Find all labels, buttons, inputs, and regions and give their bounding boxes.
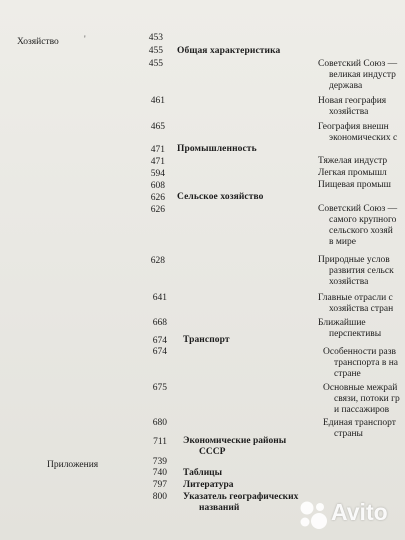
subsection-title: Советский Союз — <box>318 204 398 214</box>
heading-general: Общая характеристика <box>177 46 281 56</box>
subsection-title: Пищевая промыш <box>318 180 391 190</box>
heading-literature: Литература <box>183 480 234 490</box>
subsection-title: хозяйства стран <box>329 304 394 314</box>
page-number: 465 <box>150 122 165 132</box>
subsection-title: развития сельск <box>329 266 394 276</box>
page-number: 453 <box>148 33 163 43</box>
section-economy: Хозяйство <box>17 37 59 47</box>
subsection-title: экономических с <box>329 133 398 143</box>
subsection-title: страны <box>334 429 363 439</box>
page-number: 471 <box>150 145 165 155</box>
page-number: 680 <box>152 418 167 428</box>
page-number: 626 <box>150 205 165 215</box>
page-number: 800 <box>152 492 167 502</box>
avito-watermark <box>298 497 403 533</box>
subsection-title: Тяжелая индустр <box>318 156 388 166</box>
page-number: 461 <box>150 96 165 106</box>
avito-logo-icon <box>298 499 330 531</box>
subsection-title: стране <box>334 369 361 379</box>
subsection-title: сельского хозяй <box>329 226 393 236</box>
subsection-title: Советский Союз — <box>318 59 398 69</box>
subsection-title: Единая транспорт <box>323 418 396 428</box>
subsection-title: и пассажиров <box>334 405 390 415</box>
heading-transport: Транспорт <box>183 335 230 345</box>
subsection-title: Новая география <box>318 96 387 106</box>
page-number: 455 <box>148 46 163 56</box>
subsection-title: связи, потоки гр <box>334 394 400 404</box>
page-number: 628 <box>150 256 165 266</box>
heading-index-line2: названий <box>199 503 240 513</box>
page-number: 471 <box>150 157 165 167</box>
subsection-title: Природные услов <box>318 255 390 265</box>
page-number: 674 <box>152 336 167 346</box>
heading-economic-regions-line2: СССР <box>199 447 226 457</box>
page-number: 594 <box>150 169 165 179</box>
watermark-text: Avito <box>331 499 388 525</box>
subsection-title: Ближайшие <box>318 318 366 328</box>
page-number: 739 <box>152 457 167 467</box>
pencil-mark: ' <box>84 35 86 45</box>
subsection-title: транспорта в на <box>334 358 399 368</box>
subsection-title: хозяйства <box>329 277 369 287</box>
page-number: 641 <box>152 293 167 303</box>
subsection-title: Легкая промышл <box>318 168 387 178</box>
page-number: 797 <box>152 480 167 490</box>
subsection-title: перспективы <box>329 329 382 339</box>
subsection-title: в мире <box>329 237 356 247</box>
subsection-title: хозяйства <box>329 107 369 117</box>
page-number: 711 <box>153 437 167 447</box>
page-number: 674 <box>152 347 167 357</box>
subsection-title: великая индустр <box>329 70 396 80</box>
heading-tables: Таблицы <box>183 468 223 478</box>
page-number: 455 <box>148 59 163 69</box>
page-number: 675 <box>152 383 167 393</box>
subsection-title: Основные межрай <box>323 383 398 393</box>
heading-economic-regions: Экономические районы <box>183 436 287 446</box>
subsection-title: самого крупного <box>329 215 397 225</box>
subsection-title: География внешн <box>318 122 389 132</box>
heading-agriculture: Сельское хозяйство <box>177 192 264 202</box>
subsection-title: Особенности разв <box>323 347 396 357</box>
page-number: 608 <box>150 181 165 191</box>
page-number: 740 <box>152 468 167 478</box>
section-appendices: Приложения <box>47 460 99 470</box>
subsection-title: Главные отрасли с <box>318 293 393 303</box>
heading-industry: Промышленность <box>177 144 257 154</box>
heading-index: Указатель географических <box>183 492 299 502</box>
page-number: 626 <box>150 193 165 203</box>
page-number: 668 <box>152 318 167 328</box>
subsection-title: держава <box>329 81 363 91</box>
